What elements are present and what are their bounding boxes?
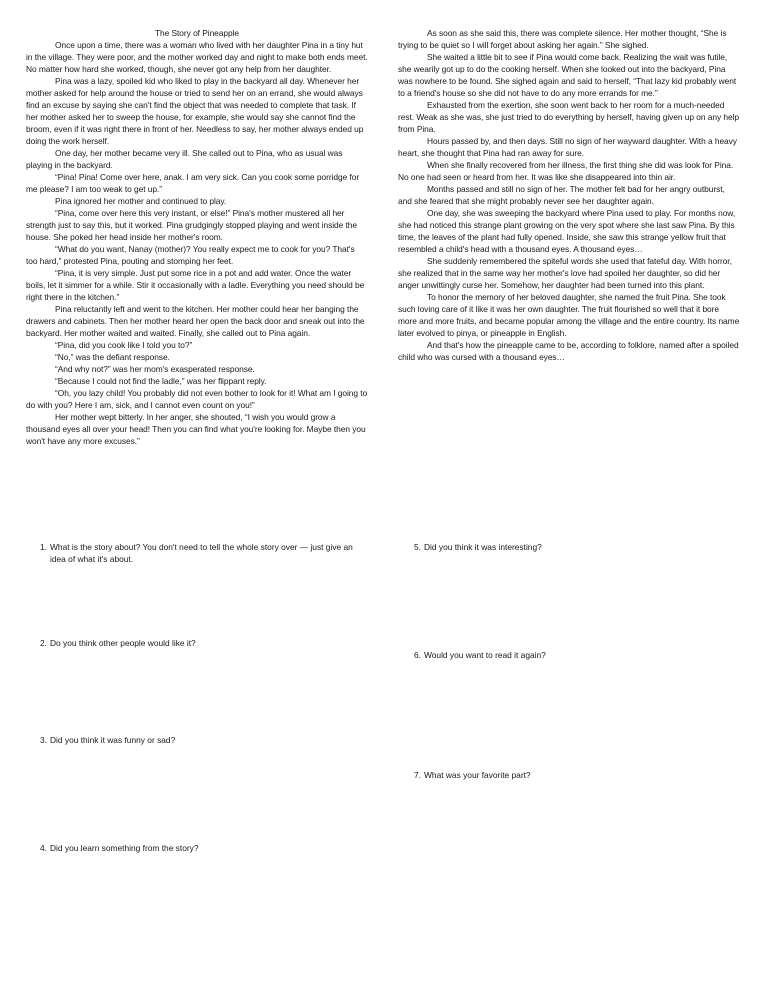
question-text: Would you want to read it again? [424,650,546,660]
question-item [400,649,730,661]
story-paragraph: “Pina! Pina! Come over here, anak. I am very sick. Can you cook some porridge for me please? I am too weak to get up.” [26,172,360,194]
question-number: 5. [414,542,421,552]
question-item [26,842,356,854]
story-paragraph: “Pina, it is very simple. Just put some rice in a pot and add water. Once the water boils, let it simmer for a while. Stir it occasionally with a ladle. Everything you need should be right there in the kitchen.” [26,268,365,302]
story-paragraph: Her mother wept bitterly. In her anger, she shouted, “I wish you would grow a thousand eyes all over your head! Then you can find what you're looking for. Maybe then you won't have any more excuses.” [26,412,366,446]
story-paragraph: Months passed and still no sign of her. The mother felt bad for her angry outburst, and she feared that she might probably never see her daughter again. [398,184,725,206]
question-item [26,637,356,649]
question-number: 2. [40,638,47,648]
story-paragraph: One day, she was sweeping the backyard where Pina used to play. For months now, she had noticed this strange plant growing on the very spot where she last saw Pina. By this time, the leaves of the plant had fully opened. Inside, she saw this strange yellow fruit that resembled a child's head with a thousand eyes. A thousand eyes… [398,208,736,254]
story-paragraph: Pina was a lazy, spoiled kid who liked to play in the backyard all day. Whenever her mother asked for help around the house or tried to send her on an errand, she would always find an excuse by saying she can't find the object that was needed to complete that task. If her mother asked her to sweep the house, for example, she would say she cannot find the broom, even if it was right there in front of her. Needless to say, her mother always ended up doing the work herself. [26,76,364,146]
story-paragraph: Pina reluctantly left and went to the kitchen. Her mother could hear her banging the drawers and cabinets. Then her mother heard her open the back door and sneak out into the backyard. Her mother waited and waited. Finally, she called out to Pina again. [26,304,365,338]
story-right-column [398,27,740,363]
story-paragraph: Pina ignored her mother and continued to play. [55,196,227,206]
question-number: 4. [40,843,47,853]
story-paragraph: Once upon a time, there was a woman who lived with her daughter Pina in a tiny hut in the village. They were poor, and the mother worked day and night to make both ends meet. No matter how hard she worked, though, she never got any help from her daughter. [26,40,368,74]
story-paragraph: Hours passed by, and then days. Still no sign of her wayward daughter. With a heavy heart, she thought that Pina had ran away for sure. [398,136,737,158]
question-text: What was your favorite part? [424,770,531,780]
question-number: 3. [40,735,47,745]
story-paragraph: Exhausted from the exertion, she soon went back to her room for a much-needed rest. Weak as she was, she just tried to do everything by herself, having given up on any help from Pina. [398,100,740,134]
question-number: 7. [414,770,421,780]
story-paragraph: She suddenly remembered the spiteful words she used that fateful day. With horror, she realized that in the same way her mother's love had spoiled her daughter, so did her anger unwittingly curse her. Somehow, her daughter had been turned into this plant. [398,256,732,290]
story-paragraph: And that's how the pineapple came to be, according to folklore, named after a spoiled child who was cursed with a thousand eyes… [398,340,739,362]
story-paragraph: She waited a little bit to see if Pina would come back. Realizing the wait was futile, she wearily got up to do the cooking herself. When she looked out into the backyard, Pina was nowhere to be found. She sighed again and said to herself, “That lazy kid probably went to a friend's house so she did not have to do any more errands for me.” [398,52,737,98]
question-text: Did you think it was interesting? [424,542,542,552]
question-text: Do you think other people would like it? [50,638,196,648]
story-left-column [26,27,368,447]
story-paragraph: “What do you want, Nanay (mother)? You really expect me to cook for you? That's too hard,” protested Pina, pouting and stomping her feet. [26,244,355,266]
story-paragraph: When she finally recovered from her illness, the first thing she did was look for Pina. No one had seen or heard from her. It was like she disappeared into thin air. [398,160,734,182]
story-paragraph: “And why not?” was her mom's exasperated response. [55,364,255,374]
question-item [400,769,730,781]
story-paragraph: To honor the memory of her beloved daughter, she named the fruit Pina. She took such loving care of it like it was her own daughter. The fruit flourished so well that it bore more and more fruits, and became popular among the village and the entire country. Its name later evolved to pinya, or pineapple in English. [398,292,740,338]
question-number: 6. [414,650,421,660]
story-paragraph: “No,” was the defiant response. [55,352,170,362]
story-paragraph: One day, her mother became very ill. She called out to Pina, who as usual was playing in the backyard. [26,148,343,170]
question-text: What is the story about? You don't need to tell the whole story over — just give an idea of what it's about. [50,542,353,564]
question-text: Did you learn something from the story? [50,843,199,853]
story-paragraph: As soon as she said this, there was complete silence. Her mother thought, “She is trying to be quiet so I will forget about asking her again.” She sighed. [398,28,727,50]
question-item [400,541,730,553]
question-item [26,734,356,746]
story-paragraph: “Oh, you lazy child! You probably did not even bother to look for it! What am I going to do with you? Here I am, sick, and I cannot even count on you!” [26,388,368,410]
story-title: The Story of Pineapple [154,28,240,38]
story-paragraph: “Pina, did you cook like I told you to?” [55,340,193,350]
story-paragraph: “Pina, come over here this very instant, or else!” Pina's mother mustered all her strength just to say this, but it worked. Pina grudgingly stopped playing and went inside the house. She poked her head inside her mother's room. [26,208,358,242]
question-text: Did you think it was funny or sad? [50,735,176,745]
question-item [26,541,356,565]
story-paragraph: “Because I could not find the ladle,” was her flippant reply. [55,376,267,386]
question-number: 1. [40,542,47,552]
